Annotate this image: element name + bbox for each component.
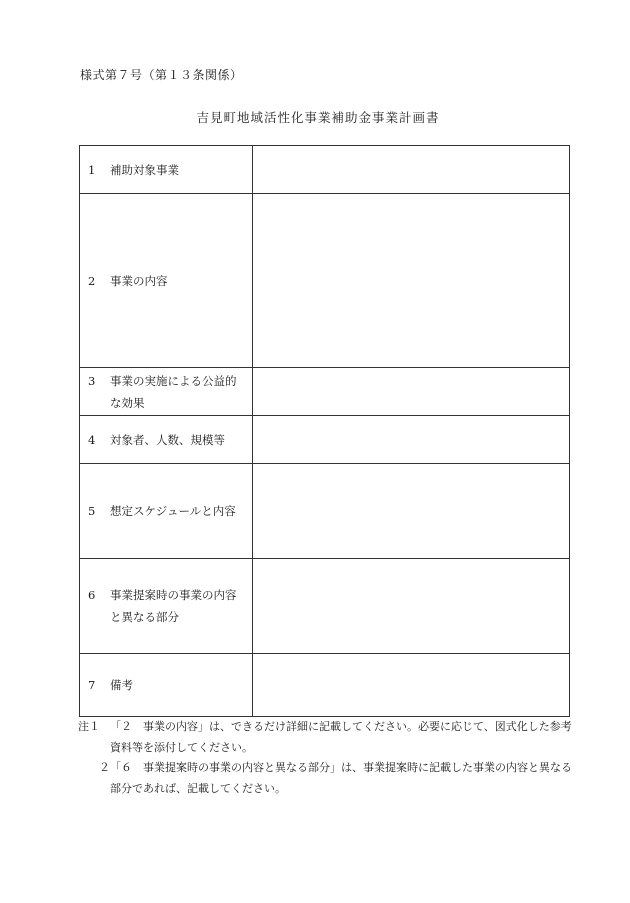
table-row	[80, 464, 570, 559]
row-label-cell	[80, 654, 253, 717]
note-text: 「６ 事業提案時の事業の内容と異なる部分」は、事業提案時に記載した事業の内容と異なる部分であれば、記載してください。	[110, 761, 572, 795]
note-text: 「２ 事業の内容」は、できるだけ詳細に記載してください。必要に応じて、図式化した参考資料等を添付してください。	[110, 720, 572, 754]
notes-section	[78, 717, 578, 799]
row-label-cell	[80, 194, 253, 368]
row-label-cell	[80, 146, 253, 194]
row-number: 3	[88, 373, 96, 388]
row-label: 想定スケジュールと内容	[110, 504, 236, 518]
row-label-cell	[80, 368, 253, 416]
table-row	[80, 559, 570, 654]
row-number: 6	[88, 588, 96, 602]
plan-table	[79, 145, 570, 717]
table-row	[80, 146, 570, 194]
row-value-cell[interactable]	[253, 416, 570, 464]
row-number: 4	[88, 432, 96, 447]
document-title: 吉見町地域活性化事業補助金事業計画書	[196, 110, 440, 125]
row-number: 2	[88, 273, 96, 288]
table-row	[80, 416, 570, 464]
row-value-cell[interactable]	[253, 559, 570, 654]
row-value-cell[interactable]	[253, 464, 570, 559]
row-value-cell[interactable]	[253, 146, 570, 194]
note-prefix: ２	[99, 761, 110, 774]
row-label: 補助対象事業	[110, 162, 179, 177]
row-label-cell	[80, 464, 253, 559]
note-prefix: 注１	[78, 720, 100, 733]
row-label: 事業の内容	[110, 273, 168, 288]
row-value-cell[interactable]	[253, 194, 570, 368]
table-row	[80, 654, 570, 717]
row-value-cell[interactable]	[253, 368, 570, 416]
row-value-cell[interactable]	[253, 654, 570, 717]
row-label: 事業提案時の事業の内容と異なる部分	[110, 588, 237, 624]
note-item	[78, 758, 578, 799]
row-label: 備考	[110, 678, 133, 692]
row-label: 対象者、人数、規模等	[110, 432, 225, 447]
table-row	[80, 194, 570, 368]
row-label-cell	[80, 559, 253, 654]
row-label: 事業の実施による公益的な効果	[110, 373, 237, 410]
row-number: 7	[88, 678, 96, 692]
table-row	[80, 368, 570, 416]
form-number: 様式第７号（第１３条関係）	[80, 68, 243, 82]
row-number: 5	[88, 504, 96, 518]
note-item	[78, 717, 578, 758]
row-number: 1	[88, 162, 96, 177]
row-label-cell	[80, 416, 253, 464]
